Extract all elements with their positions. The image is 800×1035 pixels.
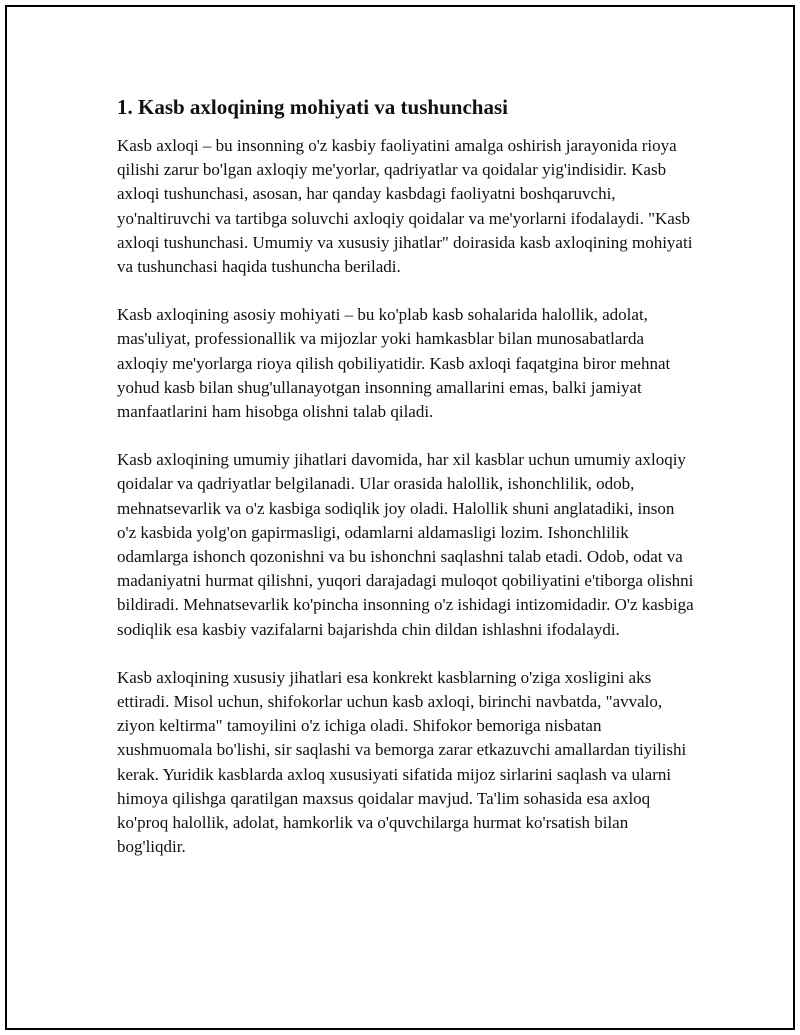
document-body: [117, 94, 697, 883]
paragraph-2: Kasb axloqining asosiy mohiyati – bu ko'plab kasb sohalarida halollik, adolat, mas'uliyat, professionallik va mijozlar yoki hamkasblar bilan munosabatlarda axloqiy me'yorlarga rioya qilish qobiliyatidir. Kasb axloqi faqatgina biror mehnat yohud kasb bilan shug'ullanayotgan insonning amallarini emas, balki jamiyat manfaatlarini ham hisobga olishni talab qiladi.: [117, 305, 671, 422]
paragraph-1: Kasb axloqi – bu insonning o'z kasbiy faoliyatini amalga oshirish jarayonida rioya qilishi zarur bo'lgan axloqiy me'yorlar, qadriyatlar va qoidalar yig'indisidir. Kasb axloqi tushunchasi, asosan, har qanday kasbdagi faoliyatni boshqaruvchi, yo'naltiruvchi va tartibga soluvchi axloqiy qoidalar va me'yorlarni ifodalaydi. "Kasb axloqi tushunchasi. Umumiy va xususiy jihatlar" doirasida kasb axloqining mohiyati va tushunchasi haqida tushuncha beriladi.: [117, 136, 693, 277]
paragraph-4: Kasb axloqining xususiy jihatlari esa konkrekt kasblarning o'ziga xosligini aks ettiradi. Misol uchun, shifokorlar uchun kasb axloqi, birinchi navbatda, "avvalo, ziyon keltirma" tamoyilini o'z ichiga oladi. Shifokor bemoriga nisbatan xushmuomala bo'lishi, sir saqlashi va bemorga zarar etkazuvchi amallardan tiyilishi kerak. Yuridik kasblarda axloq xususiyati sifatida mijoz sirlarini saqlash va ularni himoya qilishga qaratilgan maxsus qoidalar mavjud. Ta'lim sohasida esa axloq ko'proq halollik, adolat, hamkorlik va o'quvchilarga hurmat ko'rsatish bilan bog'liqdir.: [117, 667, 687, 857]
section-heading: 1. Kasb axloqining mohiyati va tushunchasi: [117, 95, 508, 119]
paragraph-3: Kasb axloqining umumiy jihatlari davomida, har xil kasblar uchun umumiy axloqiy qoidalar va qadriyatlar belgilanadi. Ular orasida halollik, ishonchlilik, odob, mehnatsevarlik va o'z kasbiga sodiqlik joy oladi. Halollik shuni anglatadiki, inson o'z kasbida yolg'on gapirmasligi, odamlarni aldamasligi lozim. Ishonchlilik odamlarga ishonch qozonishni va bu ishonchni saqlashni talab etadi. Odob, odat va madaniyatni hurmat qilishni, yuqori darajadagi muloqot qobiliyatini e'tiborga olishni bildiradi. Mehnatsevarlik ko'pincha insonning o'z ishidagi intizomidadir. O'z kasbiga sodiqlik esa kasbiy vazifalarni bajarishda chin dildan ishlashni ifodalaydi.: [117, 450, 694, 639]
